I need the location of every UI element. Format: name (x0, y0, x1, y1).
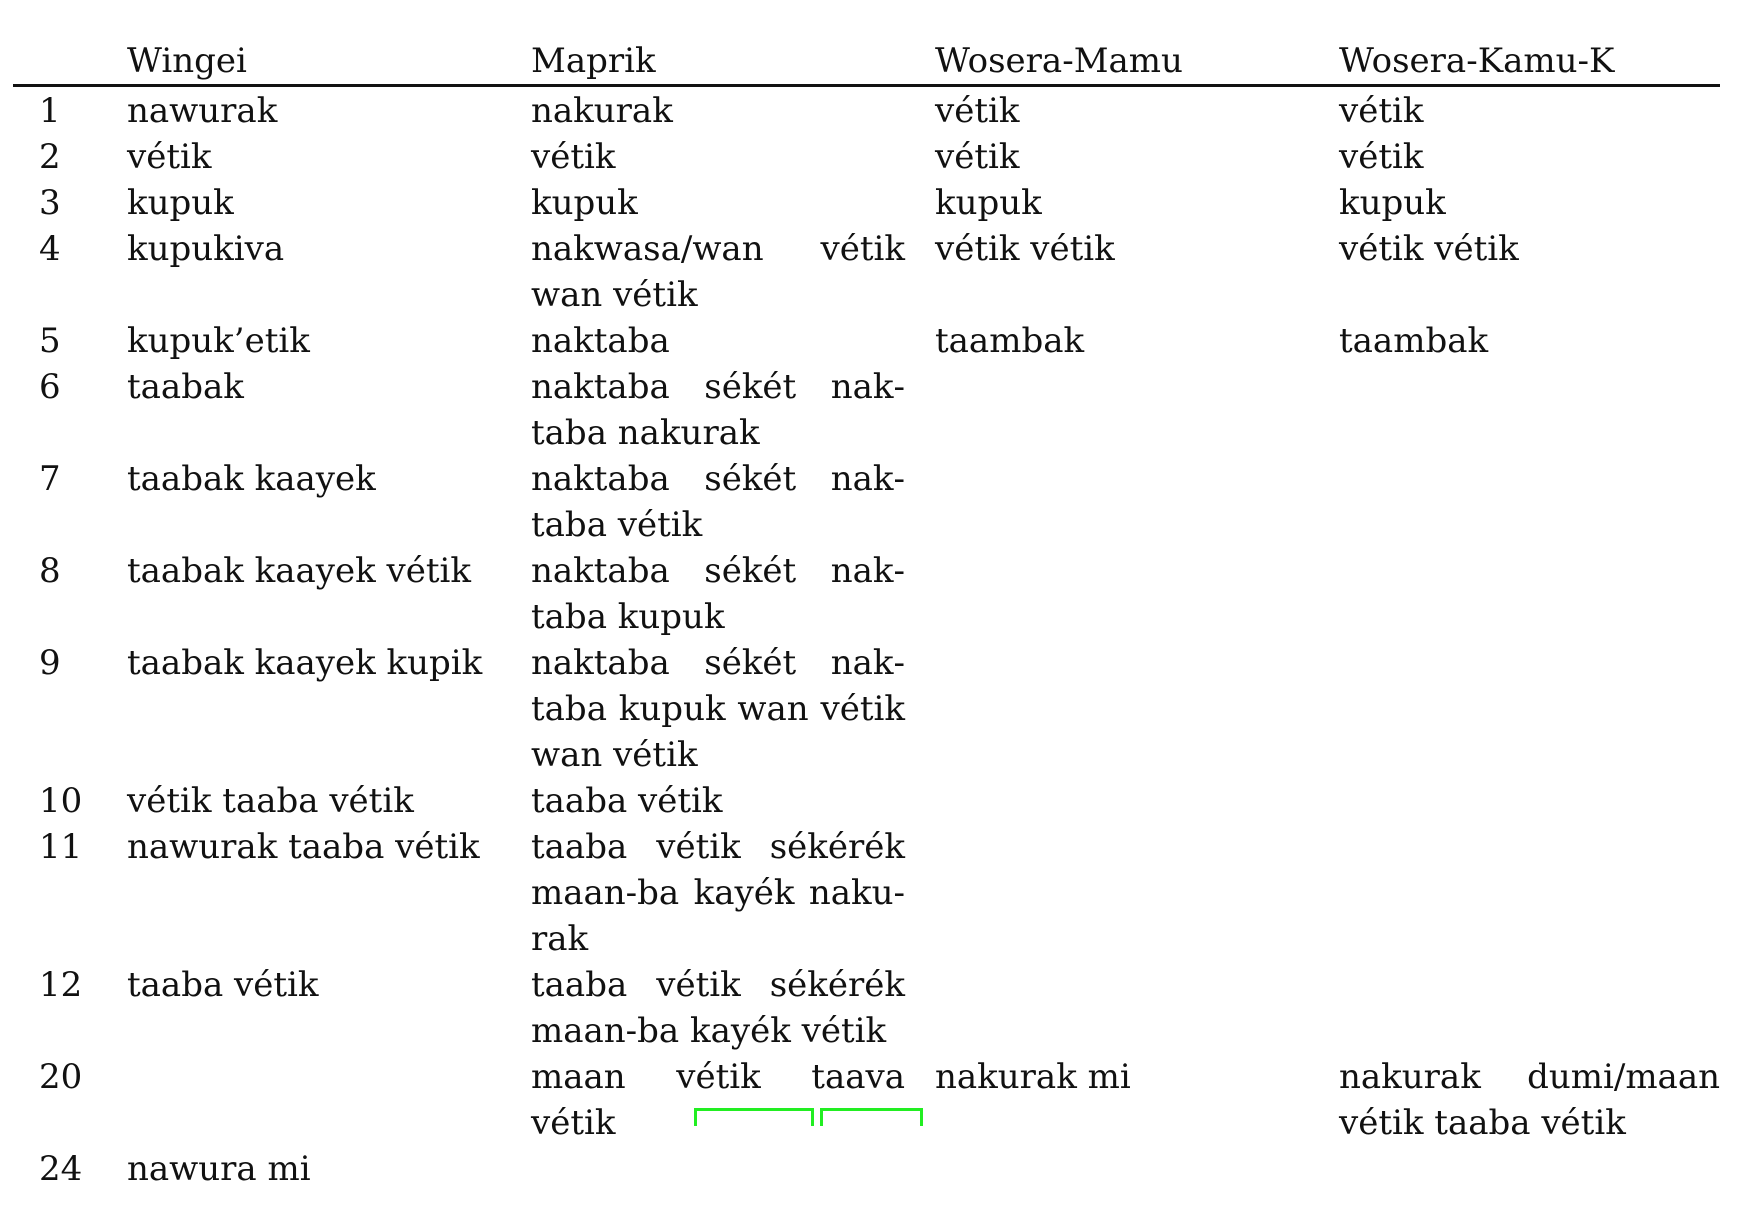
table-row (13, 1054, 1720, 1146)
cell-wosera-kamu-k: nakurak dumi/maan vétik taaba vétik (1339, 1057, 1720, 1143)
cell-wosera-mamu (935, 364, 1339, 456)
table-row (13, 318, 1720, 364)
cell-wingei: nawura mi (127, 1149, 311, 1189)
cell-wosera-mamu (935, 640, 1339, 778)
cell-wosera-mamu (935, 824, 1339, 962)
cell-wosera-kamu-k (1339, 778, 1720, 824)
cell-maprik: taaba vétik sékérék maan-ba kayék vétik (531, 965, 905, 1051)
row-number: 2 (39, 137, 61, 177)
cell-maprik: naktaba sékét naktaba kupuk (531, 551, 905, 637)
cell-wosera-kamu-k: taambak (1339, 321, 1489, 361)
table-row (13, 456, 1720, 548)
cell-wosera-mamu (935, 1146, 1339, 1192)
cell-wosera-kamu-k: vétik (1339, 91, 1424, 131)
cell-wosera-mamu (935, 778, 1339, 824)
row-number: 7 (39, 459, 61, 499)
cell-maprik: naktaba sékét naktaba vétik (531, 459, 905, 545)
table-row (13, 548, 1720, 640)
cell-wingei: taabak kaayek kupik (127, 643, 483, 683)
cell-wosera-mamu (935, 962, 1339, 1054)
table-row (13, 226, 1720, 318)
highlight-box-right (820, 1108, 923, 1126)
cell-wosera-mamu: vétik (935, 91, 1020, 131)
cell-wosera-kamu-k (1339, 456, 1720, 548)
row-number: 10 (39, 781, 83, 821)
cell-wosera-mamu: kupuk (935, 183, 1042, 223)
table-row (13, 134, 1720, 180)
cell-wosera-kamu-k (1339, 824, 1720, 962)
table-row (13, 640, 1720, 778)
row-number: 1 (39, 91, 61, 131)
header-row (13, 38, 1720, 86)
cell-wosera-mamu (935, 456, 1339, 548)
cell-wosera-kamu-k: kupuk (1339, 183, 1446, 223)
cell-wosera-kamu-k (1339, 364, 1720, 456)
row-number: 12 (39, 965, 83, 1005)
cell-wosera-kamu-k: vétik vétik (1339, 229, 1519, 269)
cell-wosera-mamu: vétik vétik (935, 229, 1115, 269)
row-number: 9 (39, 643, 61, 683)
cell-wosera-kamu-k (1339, 962, 1720, 1054)
row-number: 4 (39, 229, 61, 269)
cell-wingei: nawurak taaba vétik (127, 827, 480, 867)
cell-wingei: kupukiva (127, 229, 285, 269)
cell-wosera-kamu-k: vétik (1339, 137, 1424, 177)
table-row (13, 86, 1720, 135)
cell-wingei: vétik taaba vétik (127, 781, 414, 821)
row-number: 6 (39, 367, 61, 407)
cell-maprik: nakwasa/wan vétik wan vétik (531, 229, 905, 315)
cell-maprik: vétik (531, 137, 616, 177)
table-row (13, 1146, 1720, 1192)
cell-maprik: taaba vétik sékérék maan-ba kayék nakurak (531, 827, 905, 959)
table-row (13, 778, 1720, 824)
table-row (13, 962, 1720, 1054)
table-row (13, 180, 1720, 226)
cell-maprik: naktaba sékét naktaba nakurak (531, 367, 905, 453)
cell-wosera-mamu: vétik (935, 137, 1020, 177)
highlight-box-left (694, 1108, 814, 1126)
cell-maprik: kupuk (531, 183, 638, 223)
header-wosera-kamu-k: Wosera-Kamu-K (1339, 38, 1720, 86)
cell-wingei: taabak kaayek (127, 459, 376, 499)
cell-maprik: naktaba (531, 321, 670, 361)
row-number: 24 (39, 1149, 83, 1189)
cell-wingei: kupuk (127, 183, 234, 223)
table-header (13, 38, 1720, 86)
cell-wingei: taabak (127, 367, 244, 407)
cell-maprik: naktaba sékét naktaba kupuk wan vétik wan vétik (531, 643, 905, 775)
cell-wosera-mamu (935, 548, 1339, 640)
cell-maprik: taaba vétik (531, 781, 723, 821)
row-number: 8 (39, 551, 61, 591)
cell-wosera-mamu: nakurak mi (935, 1057, 1131, 1097)
cell-wingei: vétik (127, 137, 212, 177)
cell-wosera-kamu-k (1339, 1146, 1720, 1192)
row-number: 5 (39, 321, 61, 361)
row-number: 3 (39, 183, 61, 223)
table-row (13, 824, 1720, 962)
header-wingei: Wingei (127, 38, 531, 86)
cell-wingei: taabak kaayek vétik (127, 551, 472, 591)
cell-wosera-kamu-k (1339, 640, 1720, 778)
cell-maprik: maan vétik taava vétik (531, 1057, 905, 1143)
header-maprik: Maprik (531, 38, 935, 86)
row-number: 11 (39, 827, 83, 867)
header-wosera-mamu: Wosera-Mamu (935, 38, 1339, 86)
row-number: 20 (39, 1057, 83, 1097)
table-row (13, 364, 1720, 456)
numeral-comparison-table (13, 38, 1720, 1192)
cell-wingei: kupuk’etik (127, 321, 310, 361)
cell-wosera-mamu: taambak (935, 321, 1085, 361)
cell-maprik: nakurak (531, 91, 673, 131)
cell-maprik (531, 1146, 935, 1192)
cell-wingei: nawurak (127, 91, 278, 131)
cell-wosera-kamu-k (1339, 548, 1720, 640)
table-body (13, 86, 1720, 1193)
cell-wingei: taaba vétik (127, 965, 319, 1005)
cell-wingei (127, 1054, 531, 1146)
header-number (13, 38, 127, 86)
